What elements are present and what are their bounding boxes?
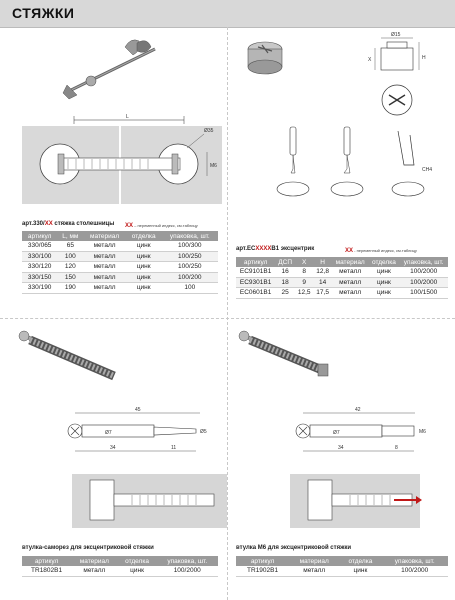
tools-drawing bbox=[258, 125, 448, 200]
table-header-cell: артикул bbox=[22, 556, 71, 566]
table-cell: 12,5 bbox=[295, 288, 313, 299]
table-row bbox=[236, 277, 448, 288]
table-cell: металл bbox=[83, 272, 126, 283]
table-cell: 9 bbox=[295, 277, 313, 288]
table-row bbox=[22, 241, 218, 251]
table-cell: металл bbox=[83, 283, 126, 294]
len11-label: 11 bbox=[171, 445, 177, 451]
x-label: X bbox=[368, 57, 372, 63]
ch4-label: CH4 bbox=[422, 167, 433, 173]
table-cell: 100/2000 bbox=[157, 566, 218, 576]
diameter-label: Ø35 bbox=[204, 128, 214, 134]
page-title: СТЯЖКИ bbox=[12, 5, 75, 21]
table-cell: 330/190 bbox=[22, 283, 57, 294]
table-header-cell: отделка bbox=[369, 257, 400, 267]
section3-caption: втулка-саморез для эксцентриковой стяжки bbox=[22, 545, 154, 551]
section4-caption: втулка M6 для эксцентриковой стяжки bbox=[236, 545, 352, 551]
table-cell: металл bbox=[83, 241, 126, 251]
table-header-cell: артикул bbox=[22, 231, 57, 241]
table-cell: 100/200 bbox=[162, 272, 218, 283]
len8-label: 8 bbox=[395, 445, 398, 451]
table-cell: 120 bbox=[57, 262, 83, 273]
table-cell: 100/250 bbox=[162, 251, 218, 262]
eccentric-photo bbox=[240, 35, 290, 80]
table-header-cell: ДСП bbox=[275, 257, 295, 267]
section2-caption: арт.ECXXXXB1 эксцентрик bbox=[236, 246, 315, 252]
page-header bbox=[0, 0, 455, 28]
table-cell: 330/100 bbox=[22, 251, 57, 262]
table-cell: металл bbox=[83, 251, 126, 262]
table-cell: 100 bbox=[162, 283, 218, 294]
table-cell: цинк bbox=[369, 288, 400, 299]
table-cell: EC0601B1 bbox=[236, 288, 275, 299]
table-header-cell: артикул bbox=[236, 556, 289, 566]
table-cell: 17,5 bbox=[313, 288, 331, 299]
table-header-cell: X bbox=[295, 257, 313, 267]
table-header-cell: H bbox=[313, 257, 331, 267]
table-header-cell: L, мм bbox=[57, 231, 83, 241]
table-cell: TR1802B1 bbox=[22, 566, 71, 576]
length-label: L bbox=[126, 114, 129, 120]
thread-label: M6 bbox=[210, 163, 217, 169]
h-label: H bbox=[422, 55, 426, 61]
table-cell: цинк bbox=[126, 283, 162, 294]
table-cell: цинк bbox=[126, 272, 162, 283]
table-cell: 8 bbox=[295, 267, 313, 277]
row-divider bbox=[0, 318, 455, 320]
table-row bbox=[236, 267, 448, 277]
table-header-cell: упаковка, шт. bbox=[399, 257, 448, 267]
table-row bbox=[236, 288, 448, 299]
worktop-connector-drawing bbox=[22, 112, 222, 212]
m6-sleeve-section bbox=[290, 470, 445, 532]
len42-label: 42 bbox=[355, 407, 361, 413]
table-header-cell: материал bbox=[83, 231, 126, 241]
section3-table bbox=[22, 556, 218, 577]
table-cell: цинк bbox=[126, 251, 162, 262]
table-cell: 25 bbox=[275, 288, 295, 299]
self-tapping-sleeve-drawing bbox=[55, 405, 220, 460]
section1-caption: арт.330/XX стяжка столешницы bbox=[22, 221, 115, 227]
table-cell: цинк bbox=[369, 277, 400, 288]
section1-note: XX – переменный индекс, см.таблицу bbox=[125, 223, 198, 229]
len34-label: 34 bbox=[110, 445, 116, 451]
table-cell: 100/2000 bbox=[399, 267, 448, 277]
eccentric-drawing bbox=[365, 32, 445, 120]
worktop-connector-photo bbox=[55, 35, 165, 105]
table-cell: 330/120 bbox=[22, 262, 57, 273]
table-cell: металл bbox=[83, 262, 126, 273]
table-cell: TR1902B1 bbox=[236, 566, 289, 576]
table-cell: 65 bbox=[57, 241, 83, 251]
section2-table bbox=[236, 257, 448, 299]
table-cell: 330/150 bbox=[22, 272, 57, 283]
table-row bbox=[236, 566, 448, 576]
table-cell: 100/300 bbox=[162, 241, 218, 251]
table-cell: 150 bbox=[57, 272, 83, 283]
self-tapping-sleeve-photo bbox=[18, 328, 128, 388]
table-header-cell: упаковка, шт. bbox=[157, 556, 218, 566]
table-header-cell: отделка bbox=[126, 231, 162, 241]
m6-sleeve-drawing bbox=[285, 405, 445, 460]
d7-label: Ø7 bbox=[105, 430, 112, 436]
d5-label: Ø5 bbox=[200, 429, 207, 435]
table-cell: 100/2000 bbox=[381, 566, 448, 576]
table-cell: металл bbox=[289, 566, 339, 576]
table-cell: цинк bbox=[126, 241, 162, 251]
table-row bbox=[22, 283, 218, 294]
len45-label: 45 bbox=[135, 407, 141, 413]
table-cell: 100/250 bbox=[162, 262, 218, 273]
table-row bbox=[22, 566, 218, 576]
table-header-cell: отделка bbox=[339, 556, 381, 566]
table-header-cell: упаковка, шт. bbox=[162, 231, 218, 241]
table-header-cell: упаковка, шт. bbox=[381, 556, 448, 566]
table-header-cell: отделка bbox=[118, 556, 157, 566]
table-cell: металл bbox=[71, 566, 117, 576]
table-header-cell: материал bbox=[332, 257, 369, 267]
table-cell: 18 bbox=[275, 277, 295, 288]
d7-m6-label: Ø7 bbox=[333, 430, 340, 436]
table-header-cell: материал bbox=[71, 556, 117, 566]
table-cell: металл bbox=[332, 267, 369, 277]
len34-m6-label: 34 bbox=[338, 445, 344, 451]
table-cell: 14 bbox=[313, 277, 331, 288]
section1-table bbox=[22, 231, 218, 294]
table-cell: EC9301B1 bbox=[236, 277, 275, 288]
table-header-cell: артикул bbox=[236, 257, 275, 267]
table-header-cell: материал bbox=[289, 556, 339, 566]
table-cell: 100 bbox=[57, 251, 83, 262]
table-cell: цинк bbox=[118, 566, 157, 576]
table-cell: 190 bbox=[57, 283, 83, 294]
table-cell: цинк bbox=[369, 267, 400, 277]
section4-table bbox=[236, 556, 448, 577]
table-cell: цинк bbox=[126, 262, 162, 273]
table-cell: 16 bbox=[275, 267, 295, 277]
d15-label: Ø15 bbox=[391, 32, 401, 38]
column-divider bbox=[227, 27, 229, 600]
m6-label: M6 bbox=[419, 429, 426, 435]
table-row bbox=[22, 262, 218, 273]
table-cell: цинк bbox=[339, 566, 381, 576]
table-row bbox=[22, 272, 218, 283]
table-cell: 12,8 bbox=[313, 267, 331, 277]
section2-note: XX - переменный индекс, см.таблицу bbox=[345, 248, 417, 254]
self-tapping-sleeve-section bbox=[72, 470, 227, 532]
table-cell: 330/065 bbox=[22, 241, 57, 251]
table-cell: металл bbox=[332, 277, 369, 288]
table-cell: 100/2000 bbox=[399, 277, 448, 288]
table-cell: металл bbox=[332, 288, 369, 299]
m6-sleeve-photo bbox=[238, 328, 338, 388]
table-cell: EC9101B1 bbox=[236, 267, 275, 277]
table-cell: 100/1500 bbox=[399, 288, 448, 299]
table-row bbox=[22, 251, 218, 262]
